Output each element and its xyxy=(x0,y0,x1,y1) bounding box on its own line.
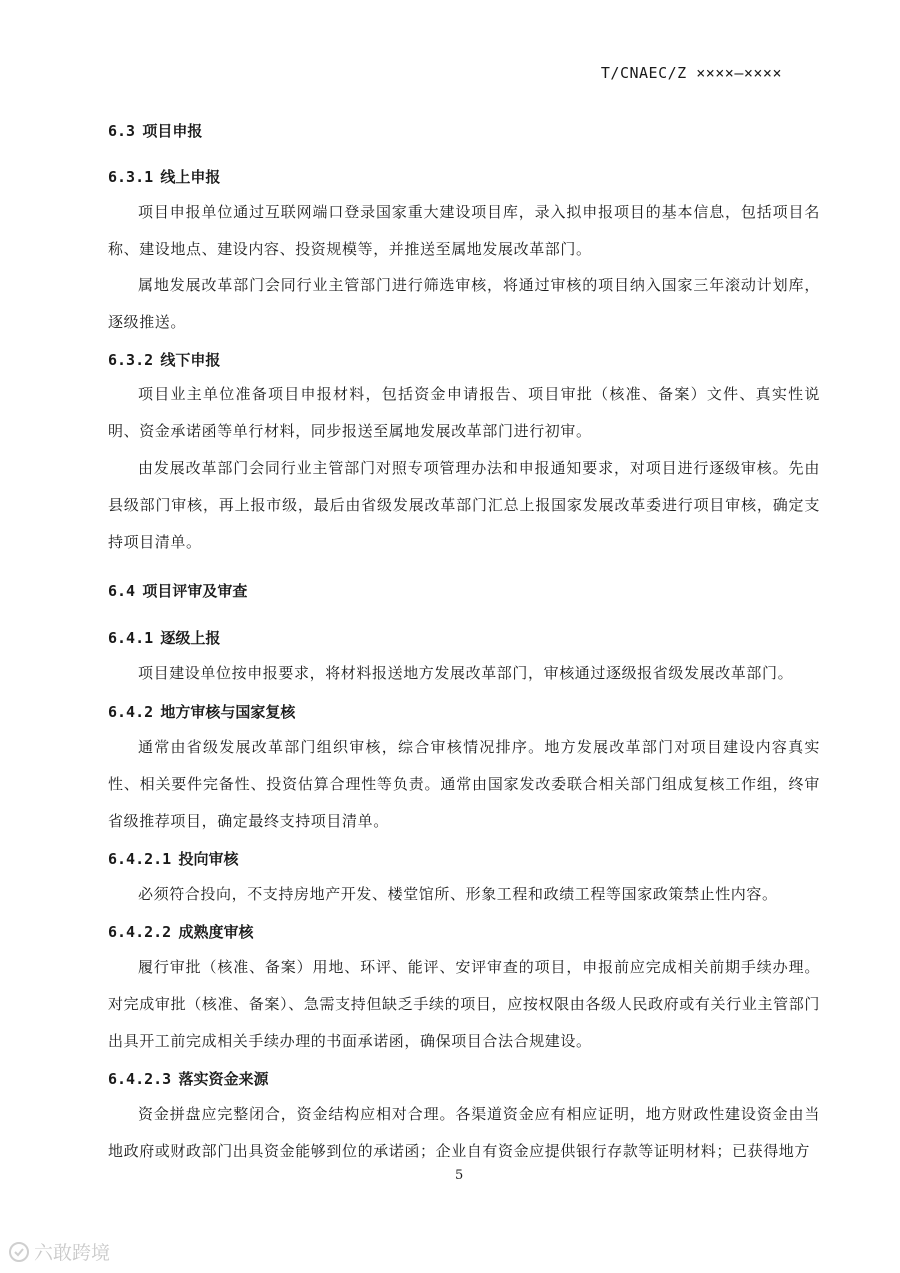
section-heading-6-4-2: 6.4.2 地方审核与国家复核 xyxy=(108,703,296,721)
paragraph: 通常由省级发展改革部门组织审核，综合审核情况排序。地方发展改革部门对项目建设内容真实性、相关要件完备性、投资估算合理性等负责。通常由国家发改委联合相关部门组成复核工作组，终审省级推荐项目，确定最终支持项目清单。 xyxy=(108,738,820,830)
paragraph: 资金拼盘应完整闭合，资金结构应相对合理。各渠道资金应有相应证明，地方财政性建设资金由当地政府或财政部门出具资金能够到位的承诺函；企业自有资金应提供银行存款等证明材料；已获得地方 xyxy=(108,1105,820,1160)
paragraph: 由发展改革部门会同行业主管部门对照专项管理办法和申报通知要求，对项目进行逐级审核。先由县级部门审核，再上报市级，最后由省级发展改革部门汇总上报国家发展改革委进行项目审核，确定支持项目清单。 xyxy=(108,459,820,551)
section-heading-6-4-2-3: 6.4.2.3 落实资金来源 xyxy=(108,1070,269,1088)
section-heading-6-4-2-2: 6.4.2.2 成熟度审核 xyxy=(108,923,254,941)
watermark-text: 六敢跨境 xyxy=(34,1242,111,1264)
section-heading-6-4: 6.4 项目评审及审查 xyxy=(108,582,248,600)
paragraph: 必须符合投向，不支持房地产开发、楼堂馆所、形象工程和政绩工程等国家政策禁止性内容。 xyxy=(138,885,778,903)
watermark xyxy=(8,1238,110,1265)
paragraph: 属地发展改革部门会同行业主管部门进行筛选审核，将通过审核的项目纳入国家三年滚动计划库，逐级推送。 xyxy=(108,276,820,331)
section-heading-6-3-1: 6.3.1 线上申报 xyxy=(108,168,221,186)
paragraph: 项目建设单位按申报要求，将材料报送地方发展改革部门，审核通过逐级报省级发展改革部门。 xyxy=(138,664,794,682)
section-heading-6-4-2-1: 6.4.2.1 投向审核 xyxy=(108,850,239,868)
section-heading-6-4-1: 6.4.1 逐级上报 xyxy=(108,629,221,647)
paragraph: 项目申报单位通过互联网端口登录国家重大建设项目库，录入拟申报项目的基本信息，包括项目名称、建设地点、建设内容、投资规模等，并推送至属地发展改革部门。 xyxy=(108,203,820,258)
document-code: T/CNAEC/Z ××××—×××× xyxy=(600,64,782,82)
section-heading-6-3-2: 6.3.2 线下申报 xyxy=(108,351,221,369)
page-number: 5 xyxy=(455,1168,464,1183)
paragraph: 履行审批（核准、备案）用地、环评、能评、安评审查的项目，申报前应完成相关前期手续办理。对完成审批（核准、备案）、急需支持但缺乏手续的项目，应按权限由各级人民政府或有关行业主管部门出具开工前完成相关手续办理的书面承诺函，确保项目合法合规建设。 xyxy=(108,958,820,1050)
section-heading-6-3: 6.3 项目申报 xyxy=(108,122,203,140)
watermark-logo-icon xyxy=(8,1241,30,1263)
paragraph: 项目业主单位准备项目申报材料，包括资金申请报告、项目审批（核准、备案）文件、真实性说明、资金承诺函等单行材料，同步报送至属地发展改革部门进行初审。 xyxy=(108,385,820,440)
